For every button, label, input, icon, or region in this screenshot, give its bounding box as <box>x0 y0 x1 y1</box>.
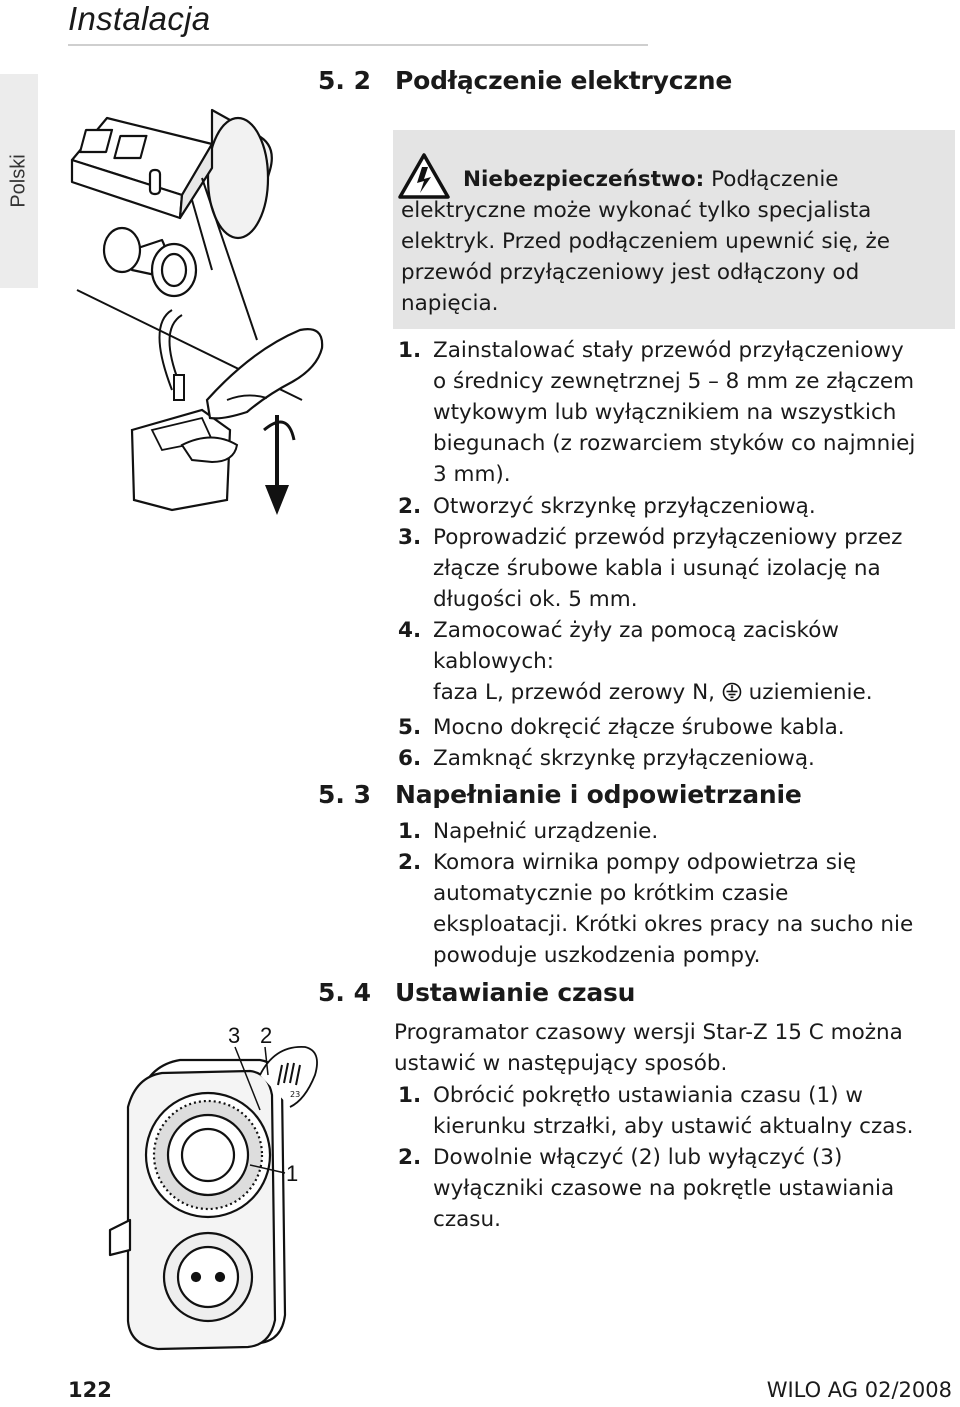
section-title-5-3: Napełnianie i odpowietrzanie <box>395 780 802 809</box>
footer-company: WILO AG 02/2008 <box>766 1378 952 1402</box>
language-label: Polski <box>7 154 30 208</box>
section-title-5-2: Podłączenie elektryczne <box>395 66 733 95</box>
danger-label: Niebezpieczeństwo: <box>463 167 705 192</box>
header-divider <box>68 44 648 46</box>
danger-warning-text: Niebezpieczeństwo: Podłączenie elektryczne może wykonać tylko specjalista elektryk. Przed podłączeniem upewnić się, że przewód przyłączeniowy jest odłączony od napięcia. <box>401 167 891 316</box>
section-number-5-3: 5. 3 <box>318 780 371 809</box>
callout-label-2: 2 <box>260 1023 273 1048</box>
terminal-box-illustration <box>62 100 372 550</box>
section-title-5-4: Ustawianie czasu <box>395 978 636 1007</box>
callout-label-1: 1 <box>286 1161 299 1186</box>
callout-label-3: 3 <box>228 1023 241 1048</box>
section-number-5-2: 5. 2 <box>318 66 371 95</box>
timer-illustration <box>100 1015 340 1355</box>
ground-icon <box>722 682 742 702</box>
language-side-tab <box>0 74 38 288</box>
page-number: 122 <box>68 1378 112 1402</box>
page-header-title: Instalacja <box>68 0 211 37</box>
section-intro-text: Programator czasowy wersji Star-Z 15 C można ustawić w następujący sposób. <box>394 1020 903 1076</box>
section-number-5-4: 5. 4 <box>318 978 371 1007</box>
dial-mark: 23 <box>290 1090 301 1099</box>
